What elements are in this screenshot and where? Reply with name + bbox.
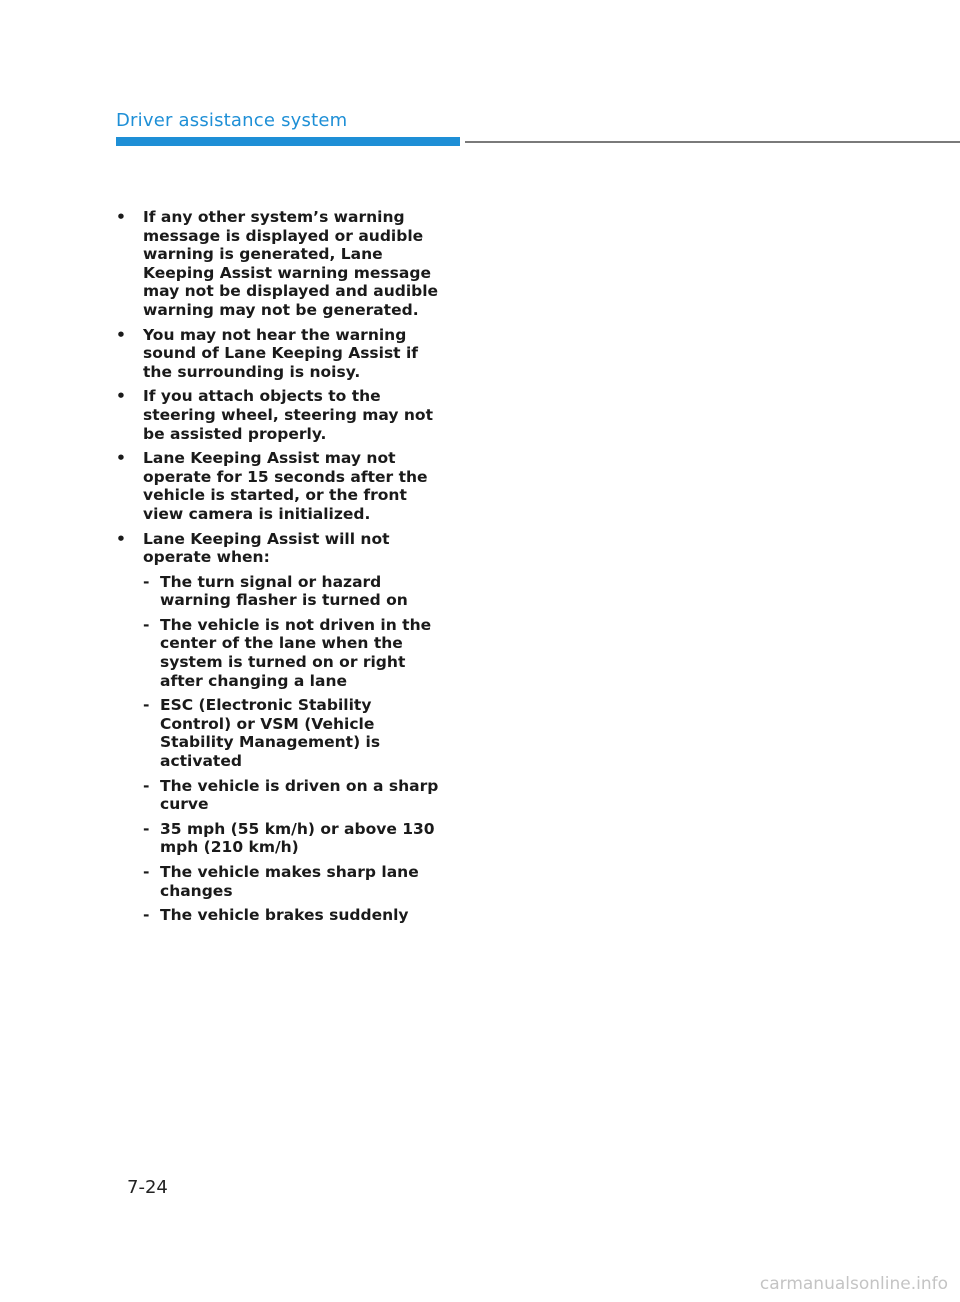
dash-marker: - [143, 696, 150, 715]
sub-list-item-text: ESC (Electronic Stability Control) or VSM (Vehicle Stability Management) is activated [160, 696, 381, 771]
sub-list-item-text: The vehicle makes sharp lane changes [160, 863, 419, 900]
sub-list-item [116, 573, 446, 610]
list-item [116, 326, 446, 382]
sub-list-item [116, 777, 446, 814]
list-item [116, 449, 446, 523]
bullet-marker: • [116, 449, 126, 468]
section-title: Driver assistance system [116, 110, 348, 131]
bullet-marker: • [116, 208, 126, 226]
bullet-marker: • [116, 387, 126, 406]
sub-list-item-text: 35 mph (55 km/h) or above 130 mph (210 km/h) [160, 819, 435, 857]
sub-list-item-text: The vehicle brakes suddenly [160, 906, 409, 925]
sub-list-item-text: The turn signal or hazard warning flasher is turned on [160, 572, 408, 610]
sub-list-item [116, 616, 446, 690]
sub-list-item-text: The vehicle is not driven in the center of the lane when the system is turned on or right after changing a lane [160, 615, 432, 690]
warning-list [116, 208, 446, 931]
list-item-text: If any other system’s warning message is displayed or audible warning is generated, Lane Keeping Assist warning message may not be displayed and audible warning may not be generated. [143, 208, 439, 319]
dash-marker: - [143, 863, 150, 881]
dash-marker: - [143, 572, 150, 591]
dash-marker: - [143, 615, 150, 634]
sub-list-item-text: The vehicle is driven on a sharp curve [160, 776, 439, 814]
page-number: 7-24 [127, 1177, 168, 1198]
bullet-marker: • [116, 325, 126, 344]
list-item [116, 387, 446, 443]
dash-marker: - [143, 776, 150, 795]
header-rule [465, 141, 960, 143]
list-item-text: Lane Keeping Assist may not operate for 15 seconds after the vehicle is started, or the front view camera is initialized. [143, 449, 428, 523]
sub-list-item [116, 696, 446, 770]
watermark: carmanualsonline.info [759, 1274, 948, 1294]
sub-list-item [116, 863, 446, 900]
list-item-text: If you attach objects to the steering wheel, steering may not be assisted properly. [143, 387, 433, 443]
list-item [116, 208, 446, 320]
sub-list-item [116, 820, 446, 857]
dash-marker: - [143, 819, 150, 838]
dash-marker: - [143, 906, 150, 925]
header-accent-bar [116, 137, 460, 146]
list-item-text: Lane Keeping Assist will not operate when: [143, 529, 390, 567]
list-item-text: You may not hear the warning sound of Lane Keeping Assist if the surrounding is noisy. [143, 325, 419, 381]
list-item [116, 530, 446, 567]
sub-list-item [116, 906, 446, 925]
bullet-marker: • [116, 529, 126, 548]
